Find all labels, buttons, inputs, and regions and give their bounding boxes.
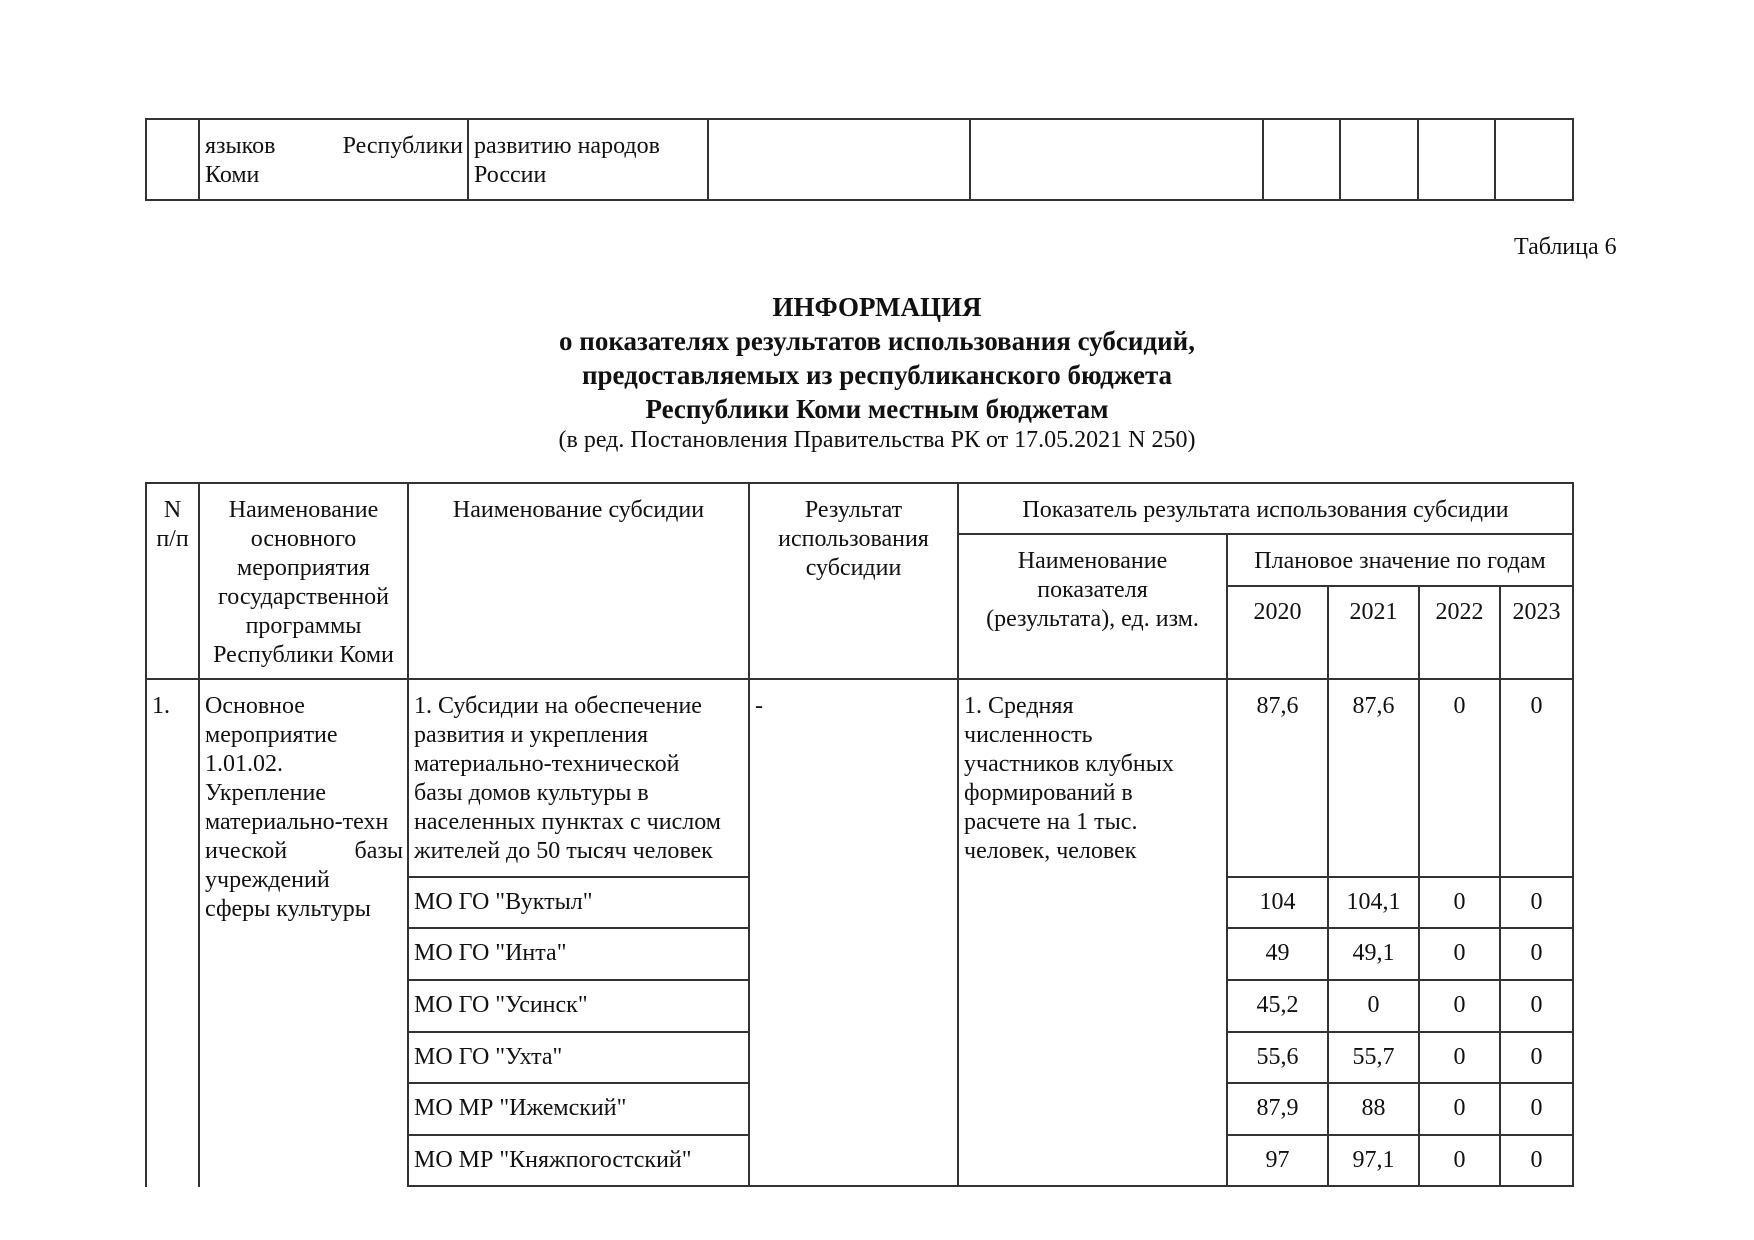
table-border — [1226, 585, 1574, 587]
header-num: N — [163, 497, 182, 523]
result-text: - — [755, 693, 763, 719]
header-num: п/п — [156, 526, 189, 552]
table-border — [1226, 979, 1574, 981]
header-indicator-group: Показатель результата использования субсидии — [1022, 497, 1509, 523]
indicator-text: расчете на 1 тыс. — [964, 809, 1138, 835]
table-border — [145, 678, 1574, 680]
table-border — [1226, 533, 1228, 1187]
table-border — [407, 927, 750, 929]
header-year: 2021 — [1349, 599, 1398, 625]
prev-table-divider — [1262, 118, 1264, 201]
header-result: субсидии — [805, 555, 902, 581]
amendment-note: (в ред. Постановления Правительства РК от 17.05.2021 N 250) — [558, 427, 1196, 453]
value-2020: 97 — [1265, 1147, 1290, 1173]
prev-table-divider — [1339, 118, 1341, 201]
indicator-text: 1. Средняя — [964, 693, 1074, 719]
subsidy-text: материально-технической — [414, 751, 680, 777]
header-event: Республики Коми — [213, 642, 394, 668]
value-2021: 49,1 — [1352, 940, 1395, 966]
value-2022: 0 — [1453, 889, 1466, 915]
value-2022: 0 — [1453, 1147, 1466, 1173]
header-subsidy: Наименование субсидии — [452, 497, 705, 523]
subsidy-text: базы домов культуры в — [414, 780, 649, 806]
prev-table-divider — [1572, 118, 1574, 201]
table-border — [145, 482, 147, 1187]
table-number-label: Таблица 6 — [1514, 234, 1617, 260]
municipality-name: МО ГО "Инта" — [414, 940, 567, 966]
table-border — [1226, 1082, 1574, 1084]
table-border — [1226, 876, 1574, 878]
value-2022: 0 — [1453, 1044, 1466, 1070]
value-2023: 0 — [1530, 992, 1543, 1018]
municipality-name: МО ГО "Ухта" — [414, 1044, 563, 1070]
value-2020: 55,6 — [1256, 1044, 1299, 1070]
value-2023: 0 — [1530, 693, 1543, 719]
prev-table-divider — [969, 118, 971, 201]
header-year: 2020 — [1253, 599, 1302, 625]
header-year: 2023 — [1512, 599, 1561, 625]
event-text: сферы культуры — [205, 896, 371, 922]
header-planned: Плановое значение по годам — [1254, 548, 1546, 574]
header-result: Результат — [804, 497, 903, 523]
value-2021: 97,1 — [1352, 1147, 1395, 1173]
prev-table-top-border — [145, 118, 1574, 120]
prev-table-divider — [467, 118, 469, 201]
subsidy-text: жителей до 50 тысяч человек — [414, 838, 713, 864]
value-2021: 104,1 — [1346, 889, 1401, 915]
prev-table-bottom-border — [145, 199, 1574, 201]
header-indicator-name: показателя — [1037, 577, 1148, 603]
value-2020: 104 — [1259, 889, 1296, 915]
municipality-name: МО МР "Княжпогостский" — [414, 1147, 692, 1173]
table-border — [1226, 1031, 1574, 1033]
value-2023: 0 — [1530, 1044, 1543, 1070]
prev-table-divider — [145, 118, 147, 201]
municipality-name: МО МР "Ижемский" — [414, 1095, 627, 1121]
header-event: основного — [250, 526, 357, 552]
event-text-part: ической — [205, 838, 288, 864]
table-border — [407, 1031, 750, 1033]
prev-table-divider — [198, 118, 200, 201]
header-indicator-name: Наименование — [1017, 548, 1168, 574]
value-2020: 49 — [1265, 940, 1290, 966]
header-event: мероприятия — [237, 555, 370, 581]
event-text: учреждений — [205, 867, 330, 893]
value-2023: 0 — [1530, 1095, 1543, 1121]
subsidy-text: населенных пунктах с числом — [414, 809, 721, 835]
table-border — [407, 1082, 750, 1084]
indicator-text: численность — [964, 722, 1093, 748]
value-2022: 0 — [1453, 940, 1466, 966]
indicator-text: участников клубных — [964, 751, 1174, 777]
value-2022: 0 — [1453, 1095, 1466, 1121]
municipality-name: МО ГО "Усинск" — [414, 992, 588, 1018]
value-2022: 0 — [1453, 992, 1466, 1018]
value-2023: 0 — [1530, 889, 1543, 915]
document-subtitle-line: Республики Коми местным бюджетам — [645, 394, 1109, 424]
subsidy-text: развития и укрепления — [414, 722, 649, 748]
table-border — [145, 482, 1574, 484]
header-result: использования — [778, 526, 929, 552]
prev-table-divider — [1417, 118, 1419, 201]
value-2021: 55,7 — [1352, 1044, 1395, 1070]
table-border — [407, 979, 750, 981]
table-border — [957, 533, 1574, 535]
table-border — [407, 1185, 1574, 1187]
header-year: 2022 — [1435, 599, 1484, 625]
event-text: Основное — [205, 693, 305, 719]
value-2020: 87,9 — [1256, 1095, 1299, 1121]
header-indicator-name: (результата), ед. изм. — [986, 606, 1199, 632]
subsidy-text: 1. Субсидии на обеспечение — [414, 693, 702, 719]
prev-cell-text: языков — [205, 133, 276, 159]
prev-cell-text: Республики — [342, 133, 463, 159]
event-text: мероприятие — [205, 722, 338, 748]
value-2021: 87,6 — [1352, 693, 1395, 719]
table-border — [407, 1134, 750, 1136]
prev-table-divider — [1494, 118, 1496, 201]
prev-cell-text: России — [474, 162, 547, 188]
header-event: программы — [245, 613, 362, 639]
event-text: 1.01.02. — [205, 751, 283, 777]
document-subtitle-line: предоставляемых из республиканского бюджета — [581, 360, 1173, 390]
value-2022: 0 — [1453, 693, 1466, 719]
document-subtitle-line: о показателях результатов использования субсидий, — [559, 326, 1195, 356]
table-border — [1226, 927, 1574, 929]
value-2020: 87,6 — [1256, 693, 1299, 719]
table-border — [1226, 1134, 1574, 1136]
prev-cell-line — [205, 132, 463, 161]
document-title: ИНФОРМАЦИЯ — [772, 292, 982, 322]
header-event: государственной — [217, 584, 390, 610]
table-border — [407, 876, 750, 878]
value-2023: 0 — [1530, 1147, 1543, 1173]
value-2023: 0 — [1530, 940, 1543, 966]
table-border — [407, 482, 409, 1187]
municipality-name: МО ГО "Вуктыл" — [414, 889, 593, 915]
value-2020: 45,2 — [1256, 992, 1299, 1018]
prev-table-divider — [707, 118, 709, 201]
row-number: 1. — [152, 693, 170, 719]
value-2021: 88 — [1361, 1095, 1386, 1121]
event-text-part: базы — [354, 838, 403, 864]
event-text: Укрепление — [205, 780, 327, 806]
indicator-text: человек, человек — [964, 838, 1137, 864]
header-event: Наименование — [228, 497, 379, 523]
event-text: материально-техн — [205, 809, 389, 835]
event-text — [205, 837, 403, 866]
indicator-text: формирований в — [964, 780, 1133, 806]
prev-cell-text: развитию народов — [474, 133, 660, 159]
table-border — [1572, 482, 1574, 1187]
value-2021: 0 — [1367, 992, 1380, 1018]
prev-cell-text: Коми — [205, 162, 260, 188]
table-border — [748, 482, 750, 1187]
